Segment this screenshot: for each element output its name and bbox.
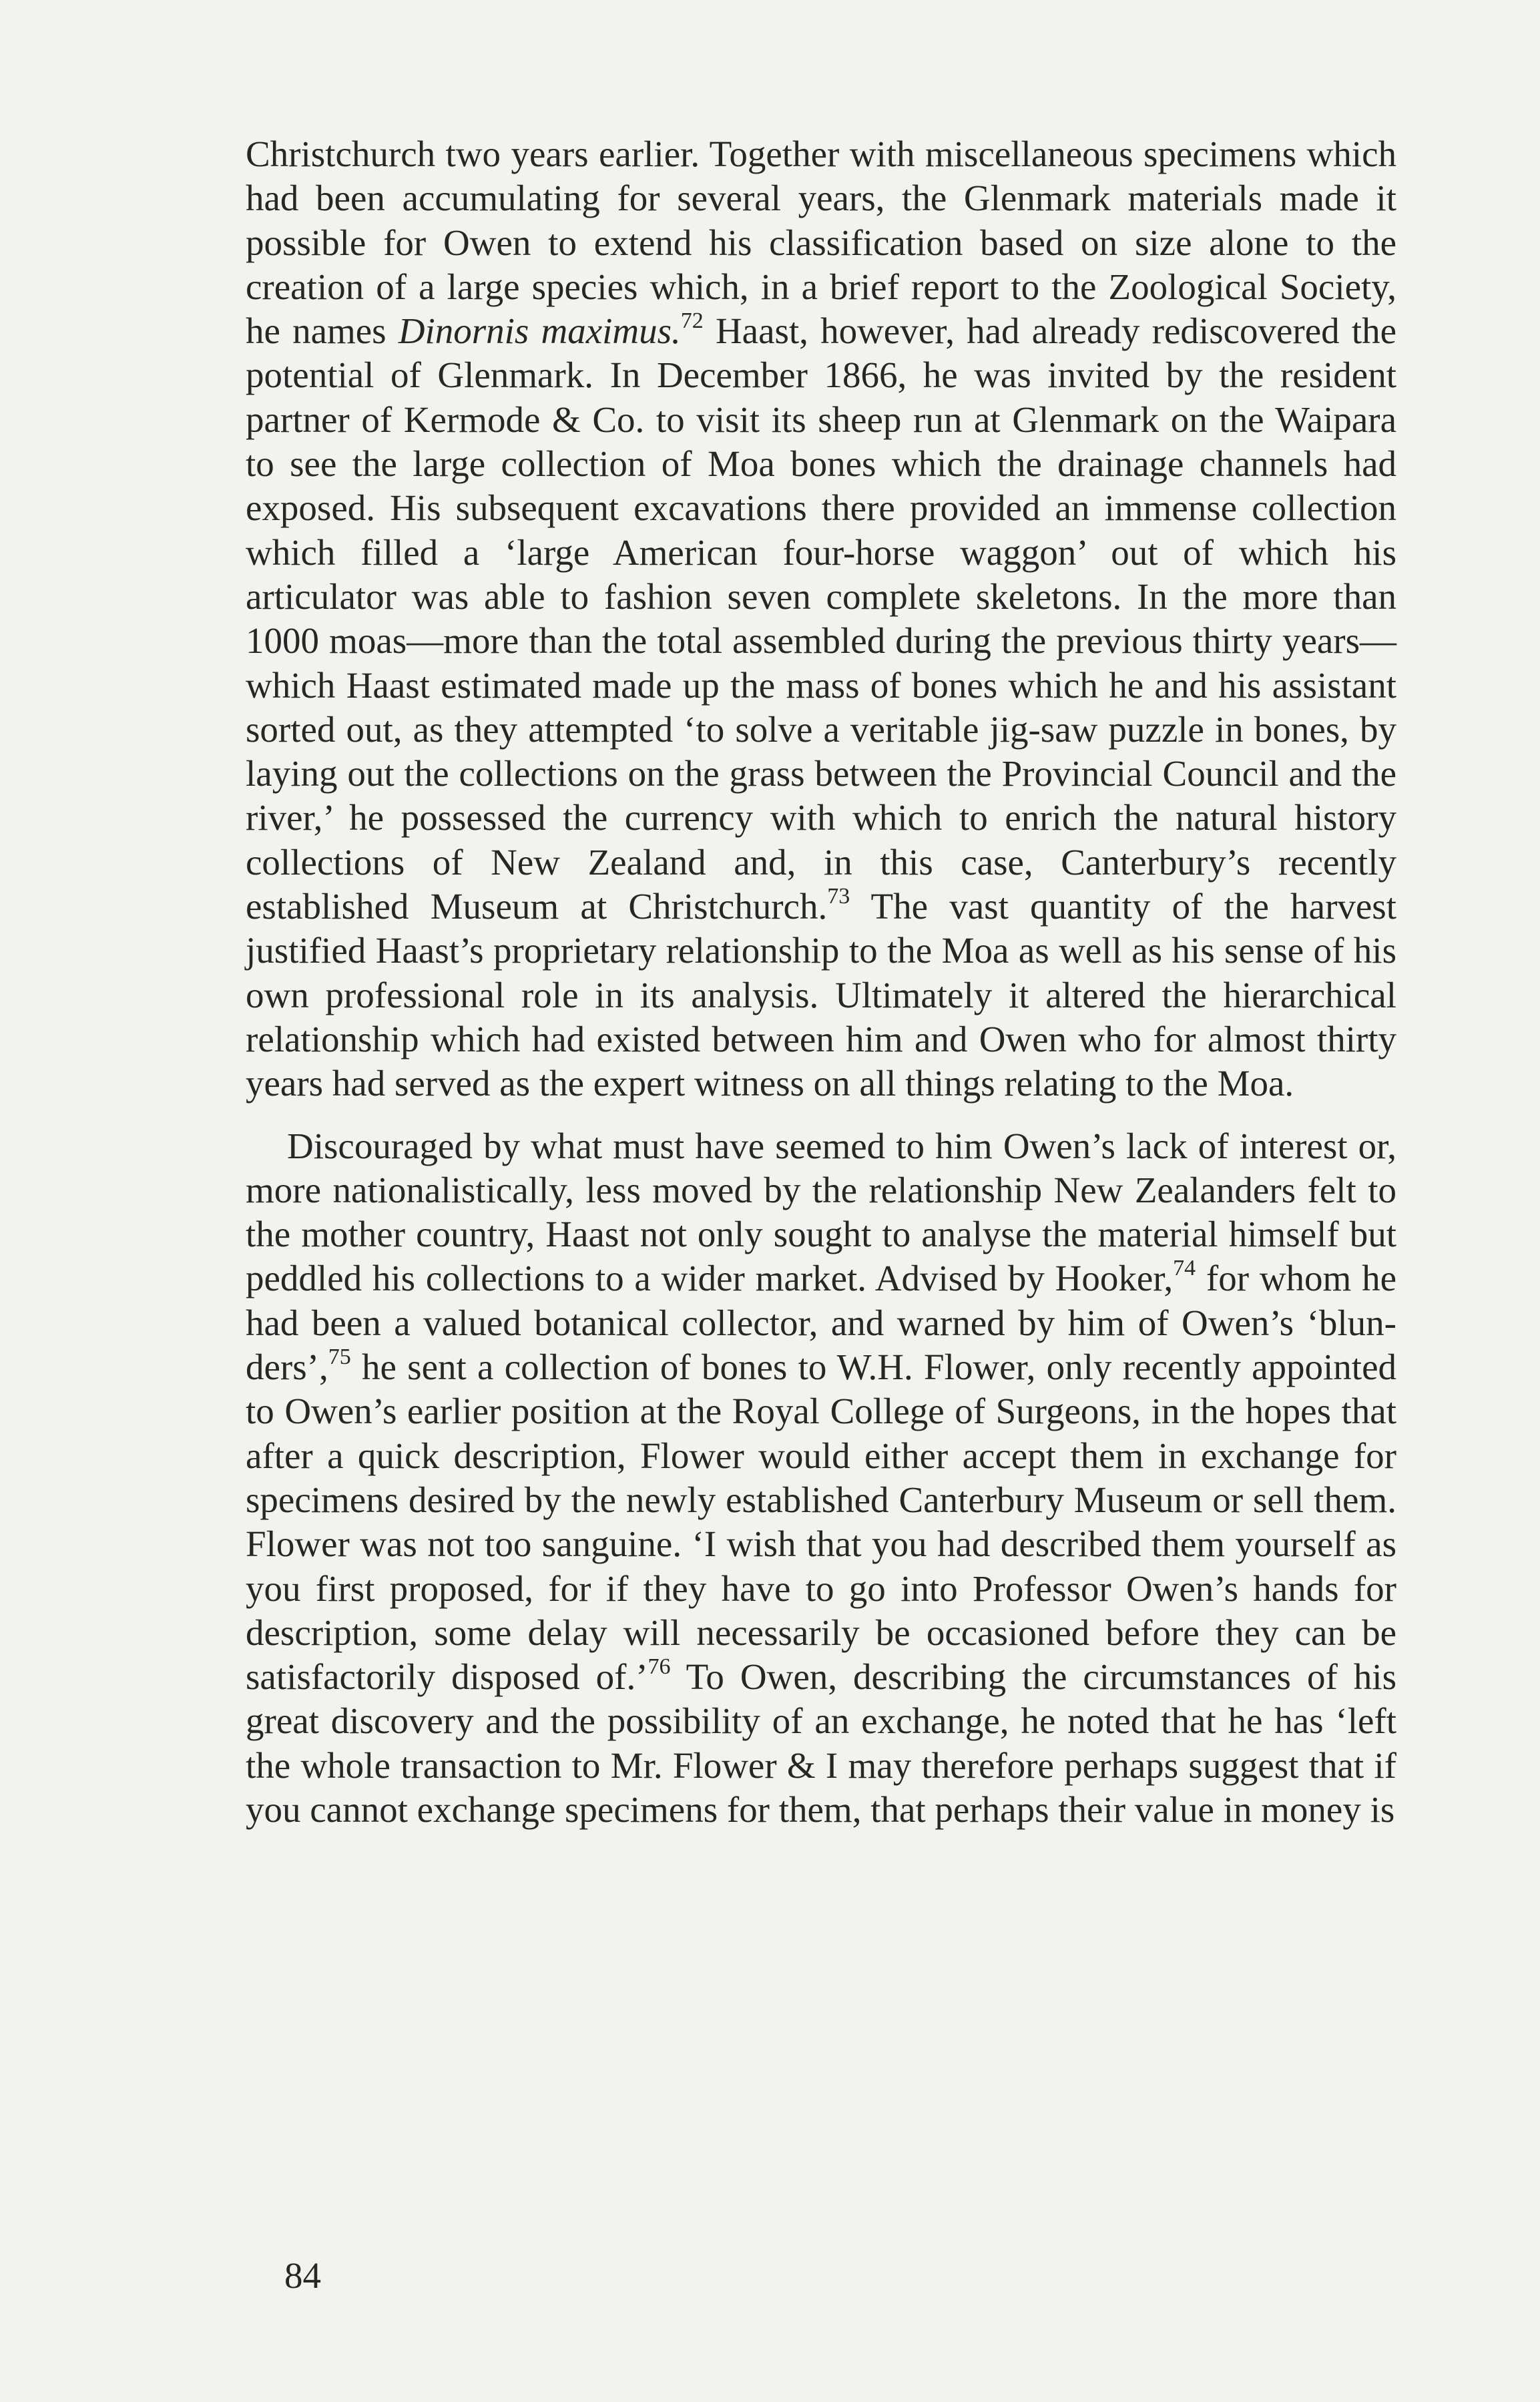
- footnote-ref-75: 75: [328, 1344, 351, 1369]
- paragraph-2: [246, 1124, 1396, 1833]
- p2-text-1: Discouraged by what must have seemed to him Owen’s lack of interest or, more nationalistically, less moved by the relationship New Zealanders felt to the mother country, Haast not only sought to analyse the material himself but peddled his collections to a wider market. Advised by Hooker,: [246, 1125, 1396, 1299]
- footnote-ref-74: 74: [1173, 1256, 1196, 1281]
- species-name: Dinornis maximus.: [398, 310, 681, 352]
- paragraph-1: [246, 132, 1396, 1106]
- footnote-ref-76: 76: [648, 1654, 671, 1679]
- footnote-ref-72: 72: [680, 308, 704, 333]
- p1-text-2: Haast, however, had already rediscovered the potential of Glenmark. In December 1866, he was invited by the resident partner of Kermode & Co. to visit its sheep run at Glenmark on the Waipara to see the large collection of Moa bones which the drainage channels had exposed. His subsequent excavations there provided an immense collection which filled a ‘large American four-horse waggon’ out of which his articulator was able to fashion seven complete skeletons. In the more than 1000 moas—more than the total assembled during the previous thirty years—which Haast estimated made up the mass of bones which he and his assistant sorted out, as they attempted ‘to solve a veritable jig-saw puzzle in bones, by laying out the collections on the grass between the Provincial Council and the river,’ he possessed the currency with which to enrich the natural history collections of New Zealand and, in this case, Canterbury’s recently established Museum at Christchurch.: [246, 310, 1397, 927]
- p1-text-1: Christchurch two years earlier. Together with miscellaneous specimens which had been accumulating for several years, the Glenmark materials made it possible for Owen to extend his classification based on size alone to the creation of a large species which, in a brief report to the Zoological Society, he names: [246, 134, 1396, 352]
- body-text: [246, 132, 1396, 1832]
- p2-text-3: he sent a collection of bones to W.H. Flower, only recently appointed to Owen’s earlier position at the Royal College of Surgeons, in the hopes that after a quick description, Flower would either accept them in exchange for specimens desired by the newly established Canterbury Museum or sell them. Flower was not too sanguine. ‘I wish that you had described them yourself as you first proposed, for if they have to go into Professor Owen’s hands for description, some delay will necessarily be occasioned before they can be satisfactorily disposed of.’: [246, 1347, 1396, 1698]
- page-number: 84: [284, 2255, 321, 2296]
- p1-text-3: The vast quantity of the harvest justified Haast’s proprietary relationship to the Moa as well as his sense of his own professional role in its analysis. Ultimately it altered the hierarchical relationship which had existed between him and Owen who for almost thirty years had served as the expert witness on all things relating to the Moa.: [246, 886, 1396, 1104]
- p2-text-4: To Owen, describing the circumstances of his great discovery and the possibility of an exchange, he noted that he has ‘left the whole transaction to Mr. Flower & I may therefore perhaps suggest that if you cannot exchange specimens for them, that perhaps their value in money is: [246, 1656, 1396, 1830]
- footnote-ref-73: 73: [827, 883, 850, 909]
- p2-text-2: for whom he had been a valued botanical collector, and warned by him of Owen’s ‘blunders’,: [246, 1258, 1396, 1388]
